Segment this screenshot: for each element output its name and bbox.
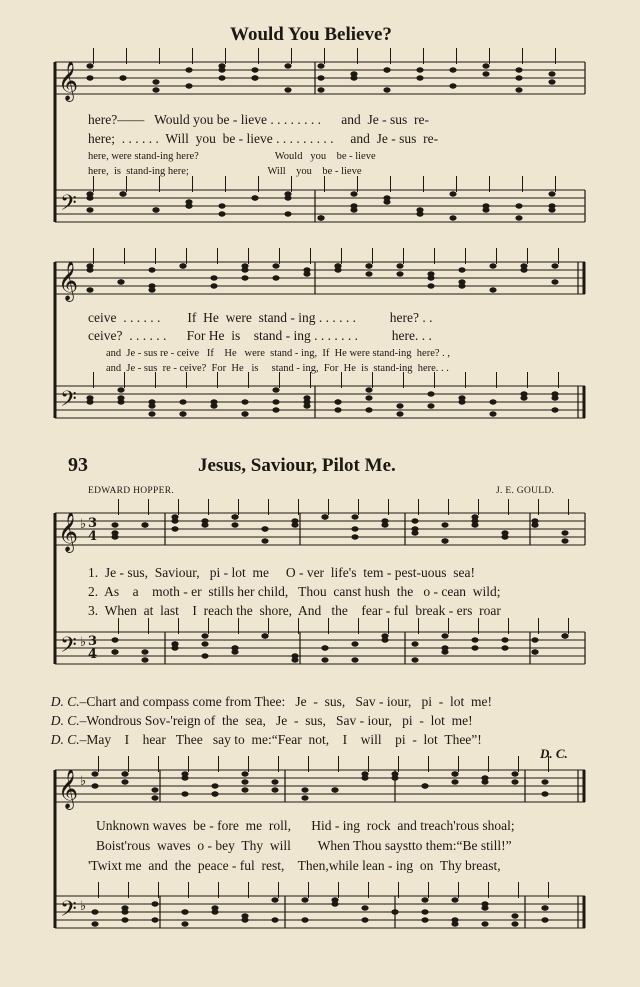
note-head <box>548 71 555 76</box>
note-head <box>520 267 527 272</box>
note-head <box>411 518 418 523</box>
note-head <box>383 87 390 92</box>
note-head <box>91 771 98 776</box>
author-credit: EDWARD HOPPER. <box>88 486 175 496</box>
chorus-line-3: 'Twixt me and the peace - ful rest, Then,while lean - ing on Thy breast, <box>88 858 501 873</box>
note-head <box>317 75 324 80</box>
note-head <box>111 522 118 527</box>
note-head <box>317 215 324 220</box>
note-head <box>520 391 527 396</box>
note-head <box>451 771 458 776</box>
note-head <box>148 267 155 272</box>
note-head <box>548 79 555 84</box>
note-head <box>141 649 148 654</box>
note-head <box>416 75 423 80</box>
note-head <box>210 403 217 408</box>
note-head <box>331 787 338 792</box>
note-head <box>271 917 278 922</box>
note-head <box>449 215 456 220</box>
note-head <box>396 271 403 276</box>
note-head <box>489 399 496 404</box>
note-head <box>350 203 357 208</box>
note-head <box>501 637 508 642</box>
note-head <box>541 791 548 796</box>
note-head <box>301 795 308 800</box>
verse-line-1: 1. Je - sus, Saviour, pi - lot me O - ver life's tem - pest-uous sea! <box>88 565 475 580</box>
lyric-line-1b-2: ceive? . . . . . . For He is stand - ing . . . . . . . here. . . <box>88 328 432 343</box>
note-head <box>441 522 448 527</box>
note-head <box>284 63 291 68</box>
note-head <box>284 211 291 216</box>
note-head <box>489 287 496 292</box>
note-head <box>303 395 310 400</box>
staff-treble-1b <box>55 262 585 294</box>
note-head <box>181 771 188 776</box>
note-head <box>515 75 522 80</box>
note-head <box>531 522 538 527</box>
note-head <box>241 263 248 268</box>
note-head <box>421 783 428 788</box>
note-head <box>427 391 434 396</box>
svg-text:♭: ♭ <box>80 899 87 914</box>
note-head <box>241 779 248 784</box>
note-head <box>317 63 324 68</box>
note-head <box>481 921 488 926</box>
svg-text:♭: ♭ <box>80 517 87 532</box>
note-head <box>351 514 358 519</box>
svg-text:𝄢: 𝄢 <box>60 897 77 927</box>
note-head <box>241 771 248 776</box>
note-head <box>421 897 428 902</box>
note-head <box>303 403 310 408</box>
note-head <box>515 215 522 220</box>
note-head <box>350 75 357 80</box>
verse-line-3: 3. When at last I reach the shore, And the fear - ful break - ers roar <box>88 603 501 618</box>
note-head <box>334 399 341 404</box>
note-head <box>391 775 398 780</box>
dc-text-3: –May I hear Thee say to me:“Fear not, I will pi - lot Thee”! <box>79 732 482 747</box>
note-head <box>551 263 558 268</box>
note-head <box>86 263 93 268</box>
note-head <box>181 909 188 914</box>
note-head <box>117 387 124 392</box>
note-head <box>321 514 328 519</box>
note-head <box>365 407 372 412</box>
note-head <box>86 63 93 68</box>
note-head <box>427 403 434 408</box>
note-head <box>201 641 208 646</box>
note-head <box>141 522 148 527</box>
note-head <box>272 399 279 404</box>
note-head <box>179 399 186 404</box>
note-head <box>561 538 568 543</box>
note-head <box>171 518 178 523</box>
note-head <box>201 633 208 638</box>
note-head <box>334 263 341 268</box>
note-head <box>148 411 155 416</box>
note-head <box>471 645 478 650</box>
note-head <box>561 530 568 535</box>
note-head <box>284 195 291 200</box>
note-head <box>241 411 248 416</box>
lyric-line-1a-2: here; . . . . . . Will you be - lieve . . . . . . . . . and Je - sus re- <box>88 131 439 146</box>
note-head <box>185 203 192 208</box>
note-head <box>396 403 403 408</box>
note-head <box>121 771 128 776</box>
note-head <box>272 407 279 412</box>
note-head <box>441 633 448 638</box>
dc-label: D. C. <box>50 694 80 709</box>
hymn-number: 93 <box>68 454 88 476</box>
note-head <box>284 87 291 92</box>
note-head <box>489 411 496 416</box>
note-head <box>489 263 496 268</box>
note-head <box>482 63 489 68</box>
lyric-small-1b-1: and Je - sus re - ceive If He were stand - ing, If He were stand-ing here? . , <box>106 348 451 359</box>
note-head <box>111 534 118 539</box>
note-head <box>427 271 434 276</box>
lyric-line-1b-1: ceive . . . . . . If He were stand - ing . . . . . . here? . . <box>88 310 433 325</box>
note-head <box>416 211 423 216</box>
note-head <box>121 917 128 922</box>
svg-text:3: 3 <box>88 516 98 531</box>
note-head <box>511 771 518 776</box>
dc-marker: D. C. <box>540 746 568 761</box>
note-head <box>548 191 555 196</box>
note-head <box>272 275 279 280</box>
note-head <box>551 395 558 400</box>
note-head <box>152 79 159 84</box>
note-head <box>171 526 178 531</box>
staff-bass-1b <box>55 386 585 418</box>
note-head <box>515 67 522 72</box>
note-head <box>551 407 558 412</box>
lyric-small-1a-1: here, were stand-ing here? Would you be - lieve <box>88 151 376 162</box>
note-head <box>471 518 478 523</box>
note-head <box>141 657 148 662</box>
note-head <box>303 271 310 276</box>
note-head <box>185 83 192 88</box>
lyric-small-1a-2: here, is stand-ing here; Will you be - lieve <box>88 166 362 177</box>
note-head <box>185 67 192 72</box>
chorus-line-1: Unknown waves be - fore me roll, Hid - ing rock and treach'rous shoal; <box>96 818 515 833</box>
note-head <box>91 783 98 788</box>
note-head <box>261 633 268 638</box>
note-head <box>317 87 324 92</box>
dc-label: D. C. <box>50 713 80 728</box>
note-head <box>449 83 456 88</box>
note-head <box>251 67 258 72</box>
note-head <box>201 522 208 527</box>
svg-text:𝄢: 𝄢 <box>60 633 77 663</box>
note-head <box>541 917 548 922</box>
note-head <box>361 771 368 776</box>
svg-text:4: 4 <box>88 647 98 662</box>
note-head <box>151 917 158 922</box>
note-head <box>515 87 522 92</box>
note-head <box>210 283 217 288</box>
note-head <box>561 633 568 638</box>
note-head <box>218 211 225 216</box>
note-head <box>482 71 489 76</box>
note-head <box>86 195 93 200</box>
note-head <box>301 897 308 902</box>
note-head <box>482 203 489 208</box>
note-head <box>351 534 358 539</box>
svg-text:𝄞: 𝄞 <box>58 769 79 809</box>
note-head <box>86 75 93 80</box>
note-head <box>148 399 155 404</box>
note-head <box>451 921 458 926</box>
note-head <box>441 645 448 650</box>
staff-treble-2a <box>55 513 585 545</box>
note-head <box>321 645 328 650</box>
note-head <box>365 387 372 392</box>
note-head <box>350 191 357 196</box>
svg-text:𝄞: 𝄞 <box>58 61 79 101</box>
note-head <box>272 263 279 268</box>
svg-text:3: 3 <box>88 634 98 649</box>
note-head <box>111 637 118 642</box>
verse-line-2: 2. As a moth - er stills her child, Thou canst hush the o - cean wild; <box>88 584 501 599</box>
note-head <box>117 395 124 400</box>
note-head <box>511 921 518 926</box>
staff-treble-2b <box>55 770 585 802</box>
chorus-line-2: Boist'rous waves o - bey Thy will When Thou saystto them:“Be still!” <box>96 838 512 853</box>
note-head <box>91 921 98 926</box>
note-head <box>361 905 368 910</box>
note-head <box>272 387 279 392</box>
note-head <box>261 526 268 531</box>
note-head <box>365 271 372 276</box>
dc-line-3 <box>44 716 482 748</box>
dc-label: D. C. <box>50 732 80 747</box>
note-head <box>218 203 225 208</box>
note-head <box>291 518 298 523</box>
note-head <box>381 633 388 638</box>
note-head <box>111 649 118 654</box>
note-head <box>411 657 418 662</box>
note-head <box>481 905 488 910</box>
song-title-jesus-saviour-pilot-me: Jesus, Saviour, Pilot Me. <box>198 455 396 476</box>
svg-text:𝄢: 𝄢 <box>60 387 77 417</box>
note-head <box>86 287 93 292</box>
note-head <box>541 905 548 910</box>
note-head <box>451 897 458 902</box>
note-head <box>151 795 158 800</box>
note-head <box>261 538 268 543</box>
note-head <box>151 787 158 792</box>
note-head <box>91 909 98 914</box>
note-head <box>511 779 518 784</box>
note-head <box>179 411 186 416</box>
note-head <box>471 637 478 642</box>
note-head <box>351 641 358 646</box>
note-head <box>321 657 328 662</box>
note-head <box>365 395 372 400</box>
note-head <box>121 909 128 914</box>
song-title-would-you-believe: Would You Believe? <box>230 24 392 45</box>
note-head <box>515 203 522 208</box>
note-head <box>396 263 403 268</box>
note-head <box>541 779 548 784</box>
note-head <box>331 897 338 902</box>
note-head <box>391 909 398 914</box>
staff-bass-2b <box>55 896 585 928</box>
note-head <box>351 526 358 531</box>
note-head <box>291 653 298 658</box>
note-head <box>241 913 248 918</box>
note-head <box>211 905 218 910</box>
note-head <box>511 913 518 918</box>
note-head <box>531 649 538 654</box>
note-head <box>501 530 508 535</box>
note-head <box>449 67 456 72</box>
lyric-small-1b-2: and Je - sus re - ceive? For He is stand - ing, For He is stand-ing here. . . <box>106 363 449 374</box>
note-head <box>416 67 423 72</box>
note-head <box>119 75 126 80</box>
note-head <box>551 279 558 284</box>
note-head <box>458 279 465 284</box>
svg-text:𝄞: 𝄞 <box>58 261 79 301</box>
dc-text-1: –Chart and compass come from Thee: Je - sus, Sav - iour, pi - lot me! <box>79 694 493 709</box>
note-head <box>383 67 390 72</box>
svg-text:♭: ♭ <box>80 774 87 789</box>
note-head <box>218 67 225 72</box>
note-head <box>361 917 368 922</box>
note-head <box>271 897 278 902</box>
note-head <box>411 530 418 535</box>
note-head <box>151 901 158 906</box>
note-head <box>231 522 238 527</box>
lyric-line-1a-1: here?—— Would you be - lieve . . . . . . . . and Je - sus re- <box>88 112 429 127</box>
note-head <box>152 87 159 92</box>
note-head <box>86 207 93 212</box>
note-head <box>121 779 128 784</box>
note-head <box>441 538 448 543</box>
note-head <box>531 637 538 642</box>
note-head <box>218 75 225 80</box>
composer-credit: J. E. GOULD. <box>496 486 555 496</box>
note-head <box>181 921 188 926</box>
note-head <box>117 279 124 284</box>
note-head <box>86 399 93 404</box>
note-head <box>301 787 308 792</box>
note-head <box>501 645 508 650</box>
note-head <box>271 779 278 784</box>
note-head <box>271 787 278 792</box>
note-head <box>211 791 218 796</box>
svg-text:𝄢: 𝄢 <box>60 191 77 221</box>
note-head <box>365 263 372 268</box>
note-head <box>211 783 218 788</box>
note-head <box>458 267 465 272</box>
note-head <box>421 917 428 922</box>
note-head <box>396 411 403 416</box>
note-head <box>152 207 159 212</box>
svg-text:4: 4 <box>88 529 98 544</box>
note-head <box>241 275 248 280</box>
note-head <box>251 195 258 200</box>
note-head <box>148 283 155 288</box>
note-head <box>421 909 428 914</box>
note-head <box>210 275 217 280</box>
note-head <box>451 779 458 784</box>
note-head <box>458 395 465 400</box>
svg-text:♭: ♭ <box>80 635 87 650</box>
note-head <box>171 645 178 650</box>
svg-text:𝄞: 𝄞 <box>58 512 79 552</box>
note-head <box>301 917 308 922</box>
note-head <box>351 657 358 662</box>
note-head <box>231 649 238 654</box>
note-head <box>334 407 341 412</box>
note-head <box>179 263 186 268</box>
note-head <box>201 653 208 658</box>
note-head <box>181 791 188 796</box>
note-head <box>449 191 456 196</box>
note-head <box>119 191 126 196</box>
note-head <box>231 514 238 519</box>
note-head <box>411 641 418 646</box>
note-head <box>251 75 258 80</box>
note-head <box>241 787 248 792</box>
note-head <box>241 399 248 404</box>
note-head <box>548 203 555 208</box>
note-head <box>481 779 488 784</box>
note-head <box>381 518 388 523</box>
note-head <box>383 195 390 200</box>
dc-text-2: –Wondrous Sov-'reign of the sea, Je - sus, Sav - iour, pi - lot me! <box>79 713 473 728</box>
note-head <box>427 283 434 288</box>
